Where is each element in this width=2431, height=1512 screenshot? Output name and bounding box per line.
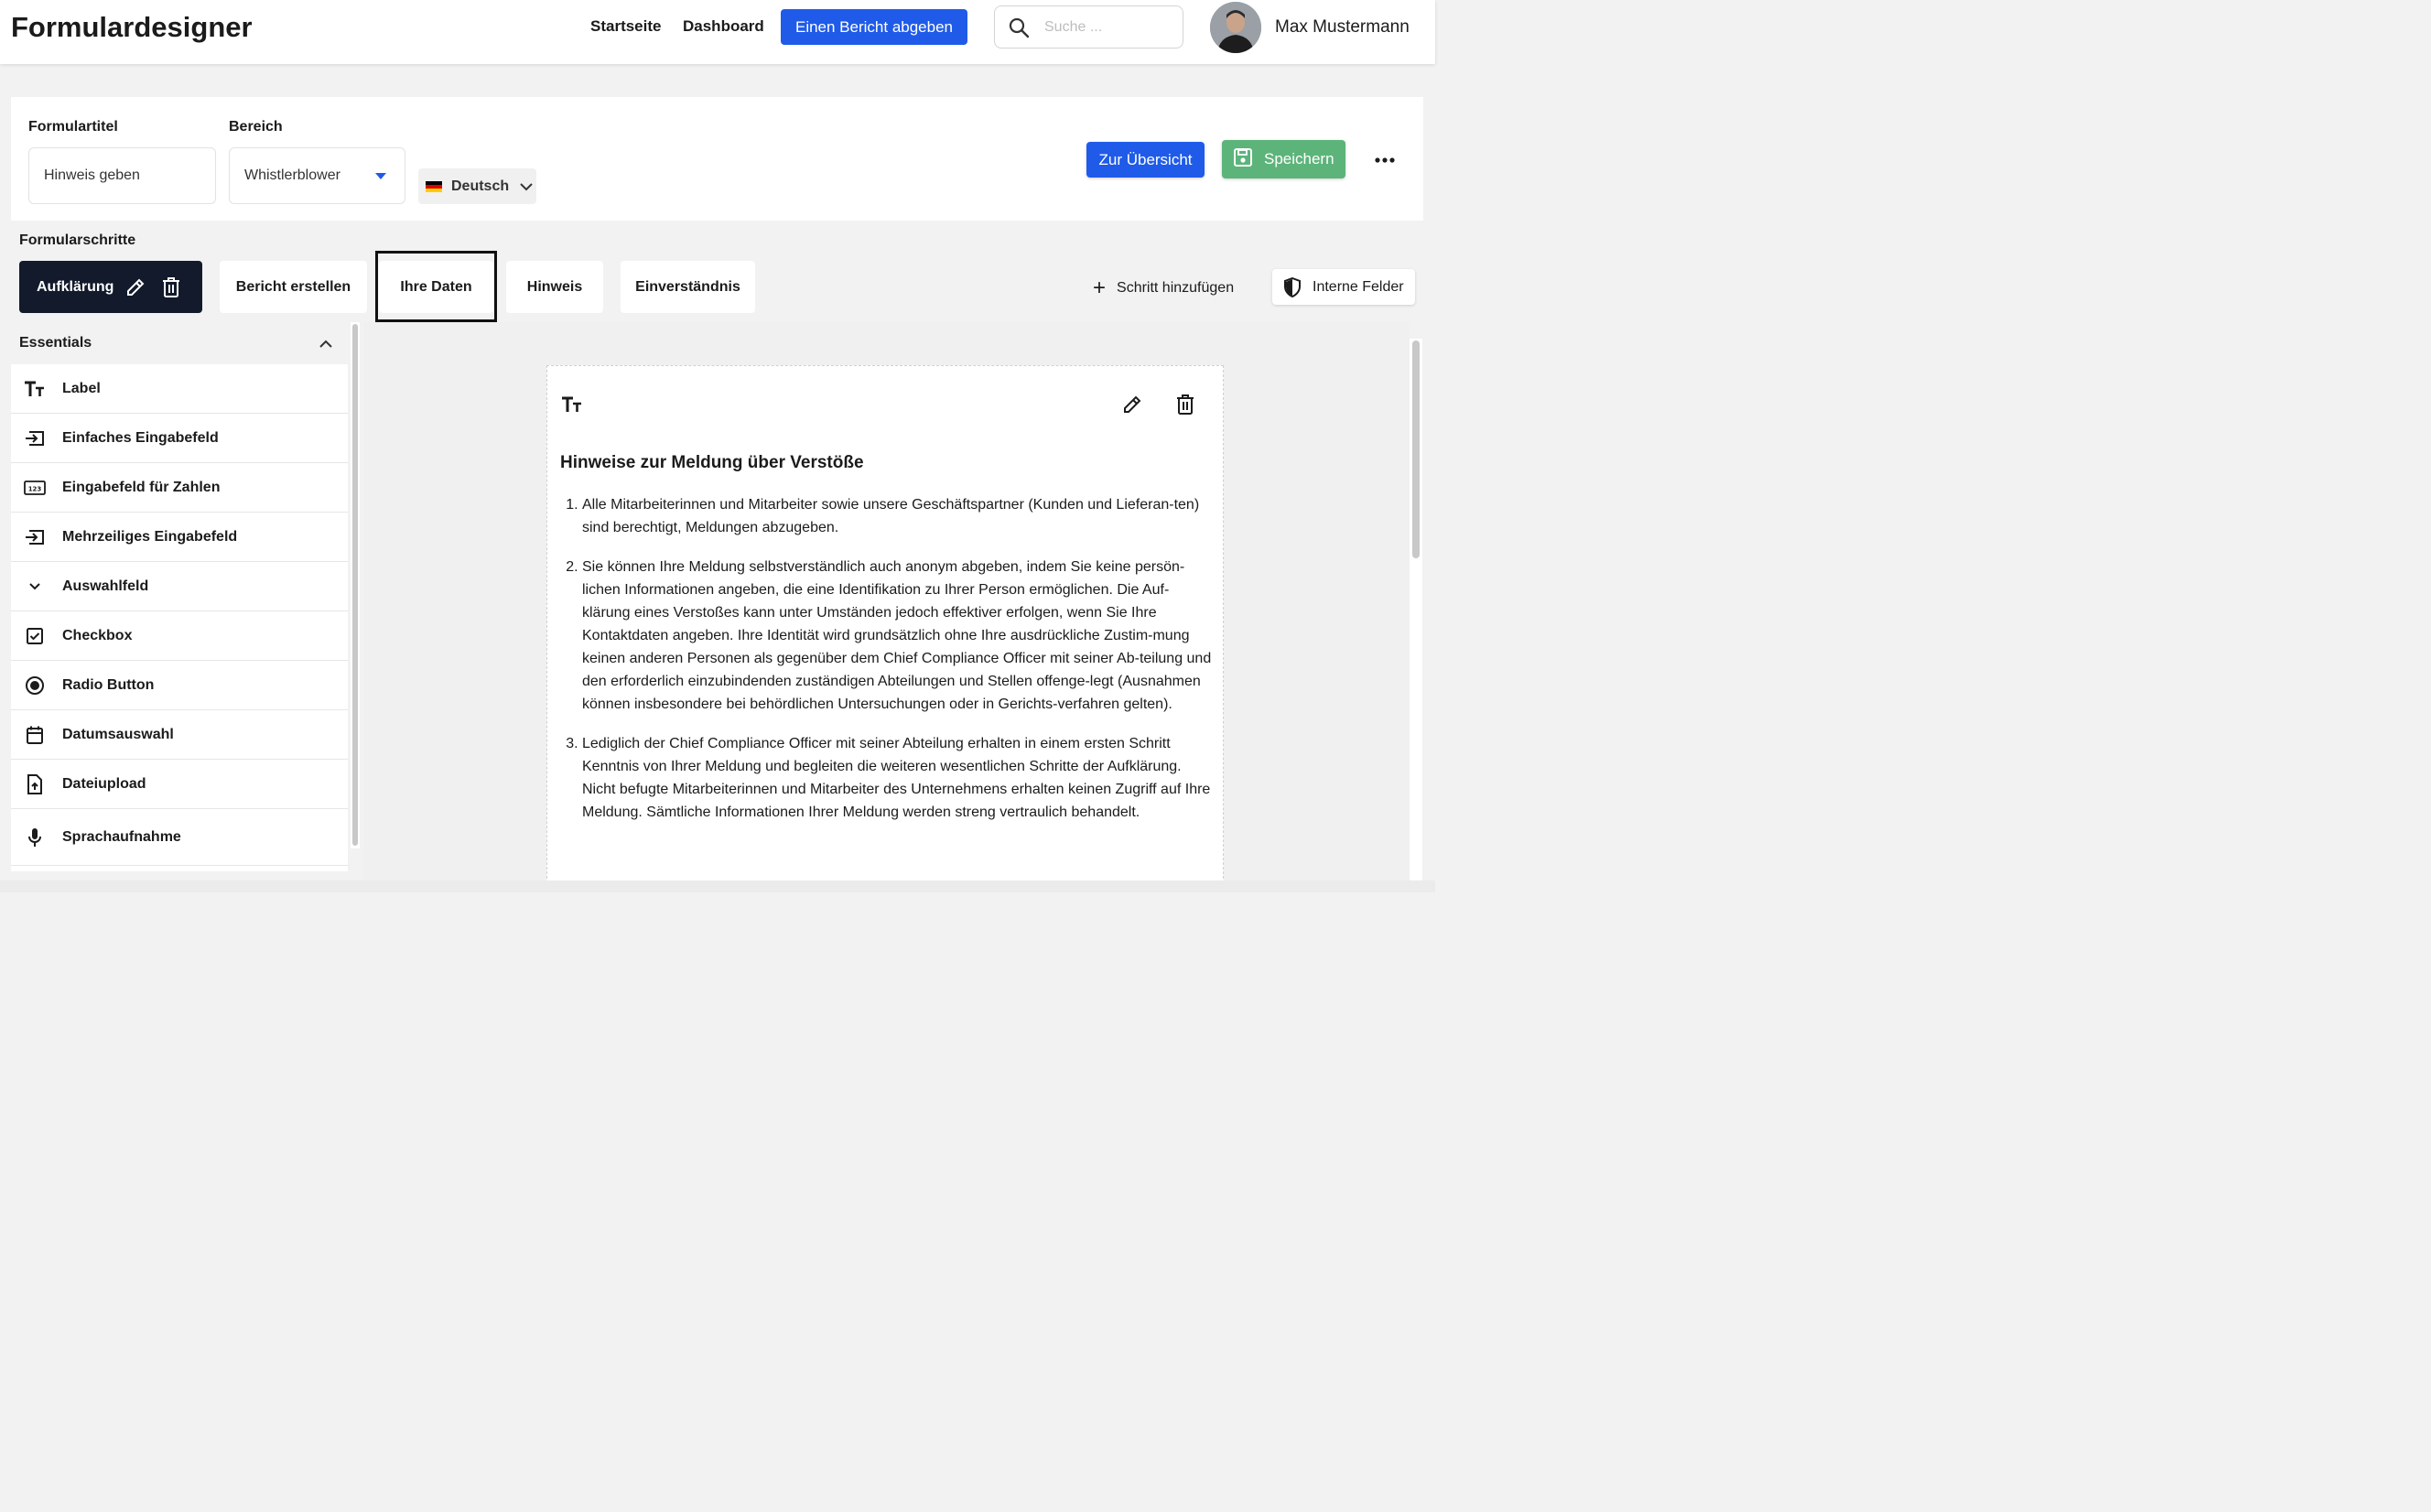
internal-fields-button[interactable] [1272, 269, 1415, 305]
checkbox-icon [24, 625, 46, 647]
list-item: 2. Sie können Ihre Meldung selbstverständlich auch anonym abgeben, indem Sie keine persön-lichen Informationen angeben, die eine Identifikation zu Ihrer Person ermöglichen. Die Auf-klärung eines Verstoßes kann unter Umständen jedoch effektiver erfolgen, wenn Sie Ihre Kontaktdaten angeben. Ihre Identität wird grundsätzlich ohne Ihre ausdrückliche Zustim-mung keinen anderen Personen als gegenüber dem Chief Compliance Officer mit seiner Ab-teilung und den erforderlich einzubindenden zuständigen Abteilungen und Stellen offenge-legt (Ausnahmen können insbesondere bei behördlichen Untersuchungen oder in Gerichts-verfahren gelten). [582, 556, 1214, 716]
palette-item-voice-recording[interactable] [11, 809, 348, 866]
shield-icon [1283, 277, 1302, 297]
overview-button[interactable]: Zur Übersicht [1086, 142, 1205, 178]
sidebar-scrollbar[interactable] [351, 322, 360, 848]
step-tab-einverstaendnis[interactable]: Einverständnis [621, 261, 755, 313]
card-ordered-list [582, 493, 1214, 840]
palette-item-text: Radio Button [62, 676, 155, 693]
palette-item-radio[interactable] [11, 661, 348, 710]
palette-item-date[interactable] [11, 710, 348, 760]
canvas-scrollbar[interactable] [1410, 339, 1422, 880]
text-size-icon [561, 395, 583, 418]
numbers-icon [24, 477, 46, 499]
palette-item-label[interactable] [11, 364, 348, 414]
essentials-title: Essentials [19, 335, 92, 351]
area-select-value: Whistlerblower [244, 167, 340, 183]
add-step-button[interactable] [1093, 277, 1234, 299]
palette-item-text: Auswahlfeld [62, 578, 149, 594]
search-icon[interactable] [1008, 16, 1030, 43]
trash-icon[interactable] [161, 276, 181, 298]
essentials-section-header[interactable] [11, 322, 348, 364]
save-button[interactable] [1222, 140, 1345, 178]
area-label: Bereich [229, 119, 283, 135]
chevron-up-icon[interactable] [319, 337, 333, 353]
avatar[interactable] [1210, 2, 1261, 53]
palette-item-text: Eingabefeld für Zahlen [62, 479, 221, 495]
microphone-icon [24, 826, 46, 848]
step-tab-aufklaerung[interactable] [19, 261, 202, 313]
input-icon [24, 427, 46, 449]
nav-link-dashboard[interactable]: Dashboard [683, 17, 764, 35]
canvas-scrollbar-thumb[interactable] [1412, 340, 1420, 558]
form-title-input[interactable]: Hinweis geben [28, 147, 216, 204]
more-options-button[interactable] [1371, 146, 1399, 174]
palette-item-input[interactable] [11, 414, 348, 463]
palette-item-text: Einfaches Eingabefeld [62, 429, 219, 446]
edit-icon[interactable] [124, 276, 146, 298]
palette-item-text: Dateiupload [62, 775, 146, 792]
area-select[interactable] [229, 147, 405, 204]
radio-icon [24, 675, 46, 697]
chevron-down-icon [520, 182, 533, 191]
list-item: 1. Alle Mitarbeiterinnen und Mitarbeiter sowie unsere Geschäftspartner (Kunden und Lieferan-ten) sind berechtigt, Meldungen abzugeben. [582, 493, 1214, 539]
palette-item-text: Label [62, 380, 101, 396]
highlight-annotation-box [375, 251, 497, 322]
form-title-label: Formulartitel [28, 119, 118, 135]
search-input[interactable] [1044, 16, 1172, 39]
chevron-down-icon [24, 576, 46, 598]
app-title: Formulardesigner [11, 11, 253, 43]
palette-item-text: Checkbox [62, 627, 133, 643]
text-size-icon [24, 378, 46, 400]
multiline-input-icon [24, 526, 46, 548]
palette-item-checkbox[interactable] [11, 611, 348, 661]
bottom-strip [0, 880, 1435, 892]
nav-link-home[interactable]: Startseite [590, 17, 662, 35]
add-step-label: Schritt hinzufügen [1117, 280, 1235, 296]
step-tab-hinweis[interactable]: Hinweis [506, 261, 603, 313]
search-box [994, 5, 1183, 49]
text-block-card[interactable] [546, 365, 1224, 892]
edit-icon[interactable] [1121, 394, 1143, 420]
floppy-disk-icon [1233, 147, 1253, 172]
german-flag-icon [426, 181, 442, 192]
save-button-label: Speichern [1264, 150, 1334, 167]
list-item: 3. Lediglich der Chief Compliance Officer mit seiner Abteilung erhalten in einem ersten Schritt Kenntnis von Ihrer Meldung und begleiten die weiteren wesentlichen Schritte der Aufklärung. Nicht befugte Mitarbeiterinnen und Mitarbeiter des Unternehmens erhalten keinen Zugriff auf Ihre Meldung. Sämtliche Informationen Ihrer Meldung werden streng vertraulich behandelt. [582, 732, 1214, 824]
user-name[interactable]: Max Mustermann [1275, 17, 1410, 37]
step-tab-bericht-erstellen[interactable]: Bericht erstellen [220, 261, 367, 313]
caret-down-icon [375, 173, 386, 179]
palette-item-multiline-input[interactable] [11, 513, 348, 562]
palette-item-text: Mehrzeiliges Eingabefeld [62, 528, 238, 545]
palette-item-select[interactable] [11, 562, 348, 611]
plus-icon: + [1093, 275, 1107, 300]
file-upload-icon [24, 773, 46, 795]
form-header-panel [11, 97, 1423, 221]
sidebar-scrollbar-thumb[interactable] [352, 324, 358, 846]
step-tab-ihre-daten[interactable]: Ihre Daten [379, 261, 493, 313]
svg-text:123: 123 [27, 485, 42, 492]
step-label: Aufklärung [37, 278, 114, 295]
internal-fields-label: Interne Felder [1313, 278, 1404, 295]
language-select[interactable] [418, 168, 536, 204]
top-navigation-bar [0, 0, 1435, 64]
form-steps-title: Formularschritte [19, 232, 136, 248]
field-palette-sidebar [11, 322, 348, 871]
trash-icon[interactable] [1175, 394, 1195, 420]
card-heading: Hinweise zur Meldung über Verstöße [560, 453, 864, 472]
palette-item-number-input[interactable] [11, 463, 348, 513]
palette-item-text: Sprachaufnahme [62, 828, 181, 845]
palette-item-text: Datumsauswahl [62, 726, 174, 742]
calendar-icon [24, 724, 46, 746]
palette-item-file-upload[interactable] [11, 760, 348, 809]
submit-report-button[interactable]: Einen Bericht abgeben [781, 9, 967, 45]
language-value: Deutsch [451, 178, 510, 194]
